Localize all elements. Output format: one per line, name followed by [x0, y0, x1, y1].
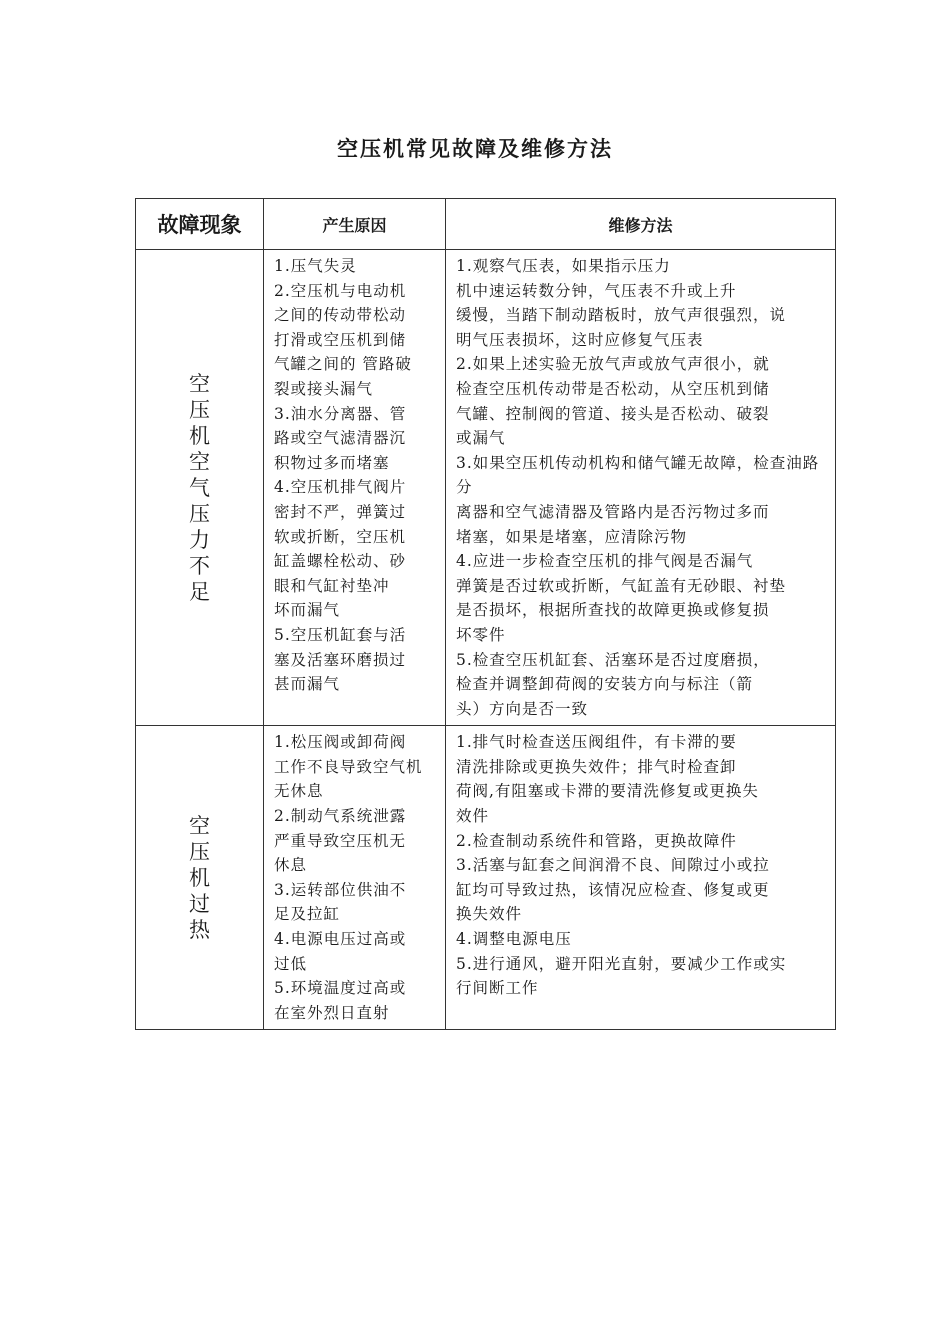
method-line: 2.如果上述实验无放气声或放气声很小，就: [456, 355, 770, 374]
cause-line: 打滑或空压机到储: [274, 330, 407, 349]
method-line: 效件: [456, 807, 490, 826]
method-line: 弹簧是否过软或折断，气缸盖有无砂眼、衬垫: [456, 576, 787, 595]
cause-line: 之间的传动带松动: [274, 306, 407, 325]
cause-line: 软或折断，空压机: [274, 527, 407, 546]
cause-line: 密封不严，弹簧过: [274, 502, 407, 521]
cause-line: 眼和气缸衬垫冲: [274, 576, 390, 595]
cause-line: 2.制动气系统泄露: [274, 807, 407, 826]
method-line: 检查空压机传动带是否松动，从空压机到储: [456, 379, 770, 398]
method-line: 机中速运转数分钟，气压表不升或上升: [456, 281, 737, 300]
method-line: 3.如果空压机传动机构和储气罐无故障，检查油路分: [456, 453, 820, 497]
fault-table: [135, 198, 836, 1030]
phenomenon-text: 空压机空气压力不足: [189, 371, 210, 604]
method-line: 5.进行通风，避开阳光直射，要减少工作或实: [456, 954, 787, 973]
cause-cell: [264, 726, 446, 1030]
method-line: 2.检查制动系统件和管路，更换故障件: [456, 831, 737, 850]
cause-line: 塞及活塞环磨损过: [274, 650, 407, 669]
cause-line: 气罐之间的 管路破: [274, 355, 412, 374]
method-line: 5.检查空压机缸套、活塞环是否过度磨损，: [456, 650, 770, 669]
header-phenomenon: 故障现象: [136, 199, 264, 250]
method-line: 1.观察气压表，如果指示压力: [456, 257, 671, 275]
header-method: 维修方法: [446, 199, 836, 250]
table-header-row: [136, 199, 836, 250]
phenomenon-text: 空压机过热: [189, 813, 210, 942]
cause-line: 4.空压机排气阀片: [274, 478, 407, 497]
method-line: 检查并调整卸荷阀的安装方向与标注（箭: [456, 675, 754, 694]
cause-line: 严重导致空压机无: [274, 831, 407, 850]
cause-line: 过低: [274, 954, 308, 973]
cause-line: 休息: [274, 856, 308, 875]
method-line: 头）方向是否一致: [456, 699, 589, 718]
phenomenon-cell: [136, 250, 264, 726]
cause-line: 5.空压机缸套与活: [274, 625, 407, 644]
table-row: [136, 250, 836, 726]
phenomenon-cell: [136, 726, 264, 1030]
cause-line: 缸盖螺栓松动、砂: [274, 552, 407, 571]
method-line: 坏零件: [456, 625, 506, 644]
method-line: 4.调整电源电压: [456, 930, 572, 949]
cause-line: 3.油水分离器、管: [274, 404, 407, 423]
document-title: 空压机常见故障及维修方法: [337, 136, 613, 161]
method-line: 换失效件: [456, 905, 523, 924]
cause-line: 1.松压阀或卸荷阀: [274, 733, 407, 752]
method-line: 堵塞，如果是堵塞，应清除污物: [456, 527, 688, 546]
cause-line: 积物过多而堵塞: [274, 453, 390, 472]
method-line: 离器和空气滤清器及管路内是否污物过多而: [456, 502, 770, 521]
cause-line: 无休息: [274, 782, 324, 801]
method-line: 或漏气: [456, 429, 506, 448]
method-line: 缸均可导致过热，该情况应检查、修复或更: [456, 880, 770, 899]
method-line: 4.应进一步检查空压机的排气阀是否漏气: [456, 552, 754, 571]
method-line: 1.排气时检查送压阀组件，有卡滞的要: [456, 733, 737, 752]
table-row: [136, 726, 836, 1030]
cause-line: 裂或接头漏气: [274, 379, 374, 398]
method-line: 缓慢，当踏下制动踏板时，放气声很强烈，说: [456, 306, 787, 325]
cause-line: 4.电源电压过高或: [274, 930, 407, 949]
method-line: 明气压表损坏，这时应修复气压表: [456, 330, 704, 349]
method-cell: [446, 726, 836, 1030]
cause-line: 3.运转部位供油不: [274, 880, 407, 899]
cause-line: 1.压气失灵: [274, 257, 357, 275]
method-cell: [446, 250, 836, 726]
method-line: 3.活塞与缸套之间润滑不良、间隙过小或拉: [456, 856, 770, 875]
cause-cell: [264, 250, 446, 726]
method-line: 是否损坏，根据所查找的故障更换或修复损: [456, 601, 770, 620]
method-line: 行间断工作: [456, 979, 539, 998]
header-cause: 产生原因: [264, 199, 446, 250]
cause-line: 工作不良导致空气机: [274, 757, 423, 776]
cause-line: 足及拉缸: [274, 905, 341, 924]
method-line: 气罐、控制阀的管道、接头是否松动、破裂: [456, 404, 770, 423]
cause-line: 坏而漏气: [274, 601, 341, 620]
cause-line: 在室外烈日直射: [274, 1003, 390, 1022]
cause-line: 路或空气滤清器沉: [274, 429, 407, 448]
cause-line: 甚而漏气: [274, 675, 341, 694]
cause-line: 5.环境温度过高或: [274, 979, 407, 998]
method-line: 荷阀,有阻塞或卡滞的要清洗修复或更换失: [456, 782, 759, 801]
method-line: 清洗排除或更换失效件；排气时检查卸: [456, 757, 737, 776]
cause-line: 2.空压机与电动机: [274, 281, 407, 300]
